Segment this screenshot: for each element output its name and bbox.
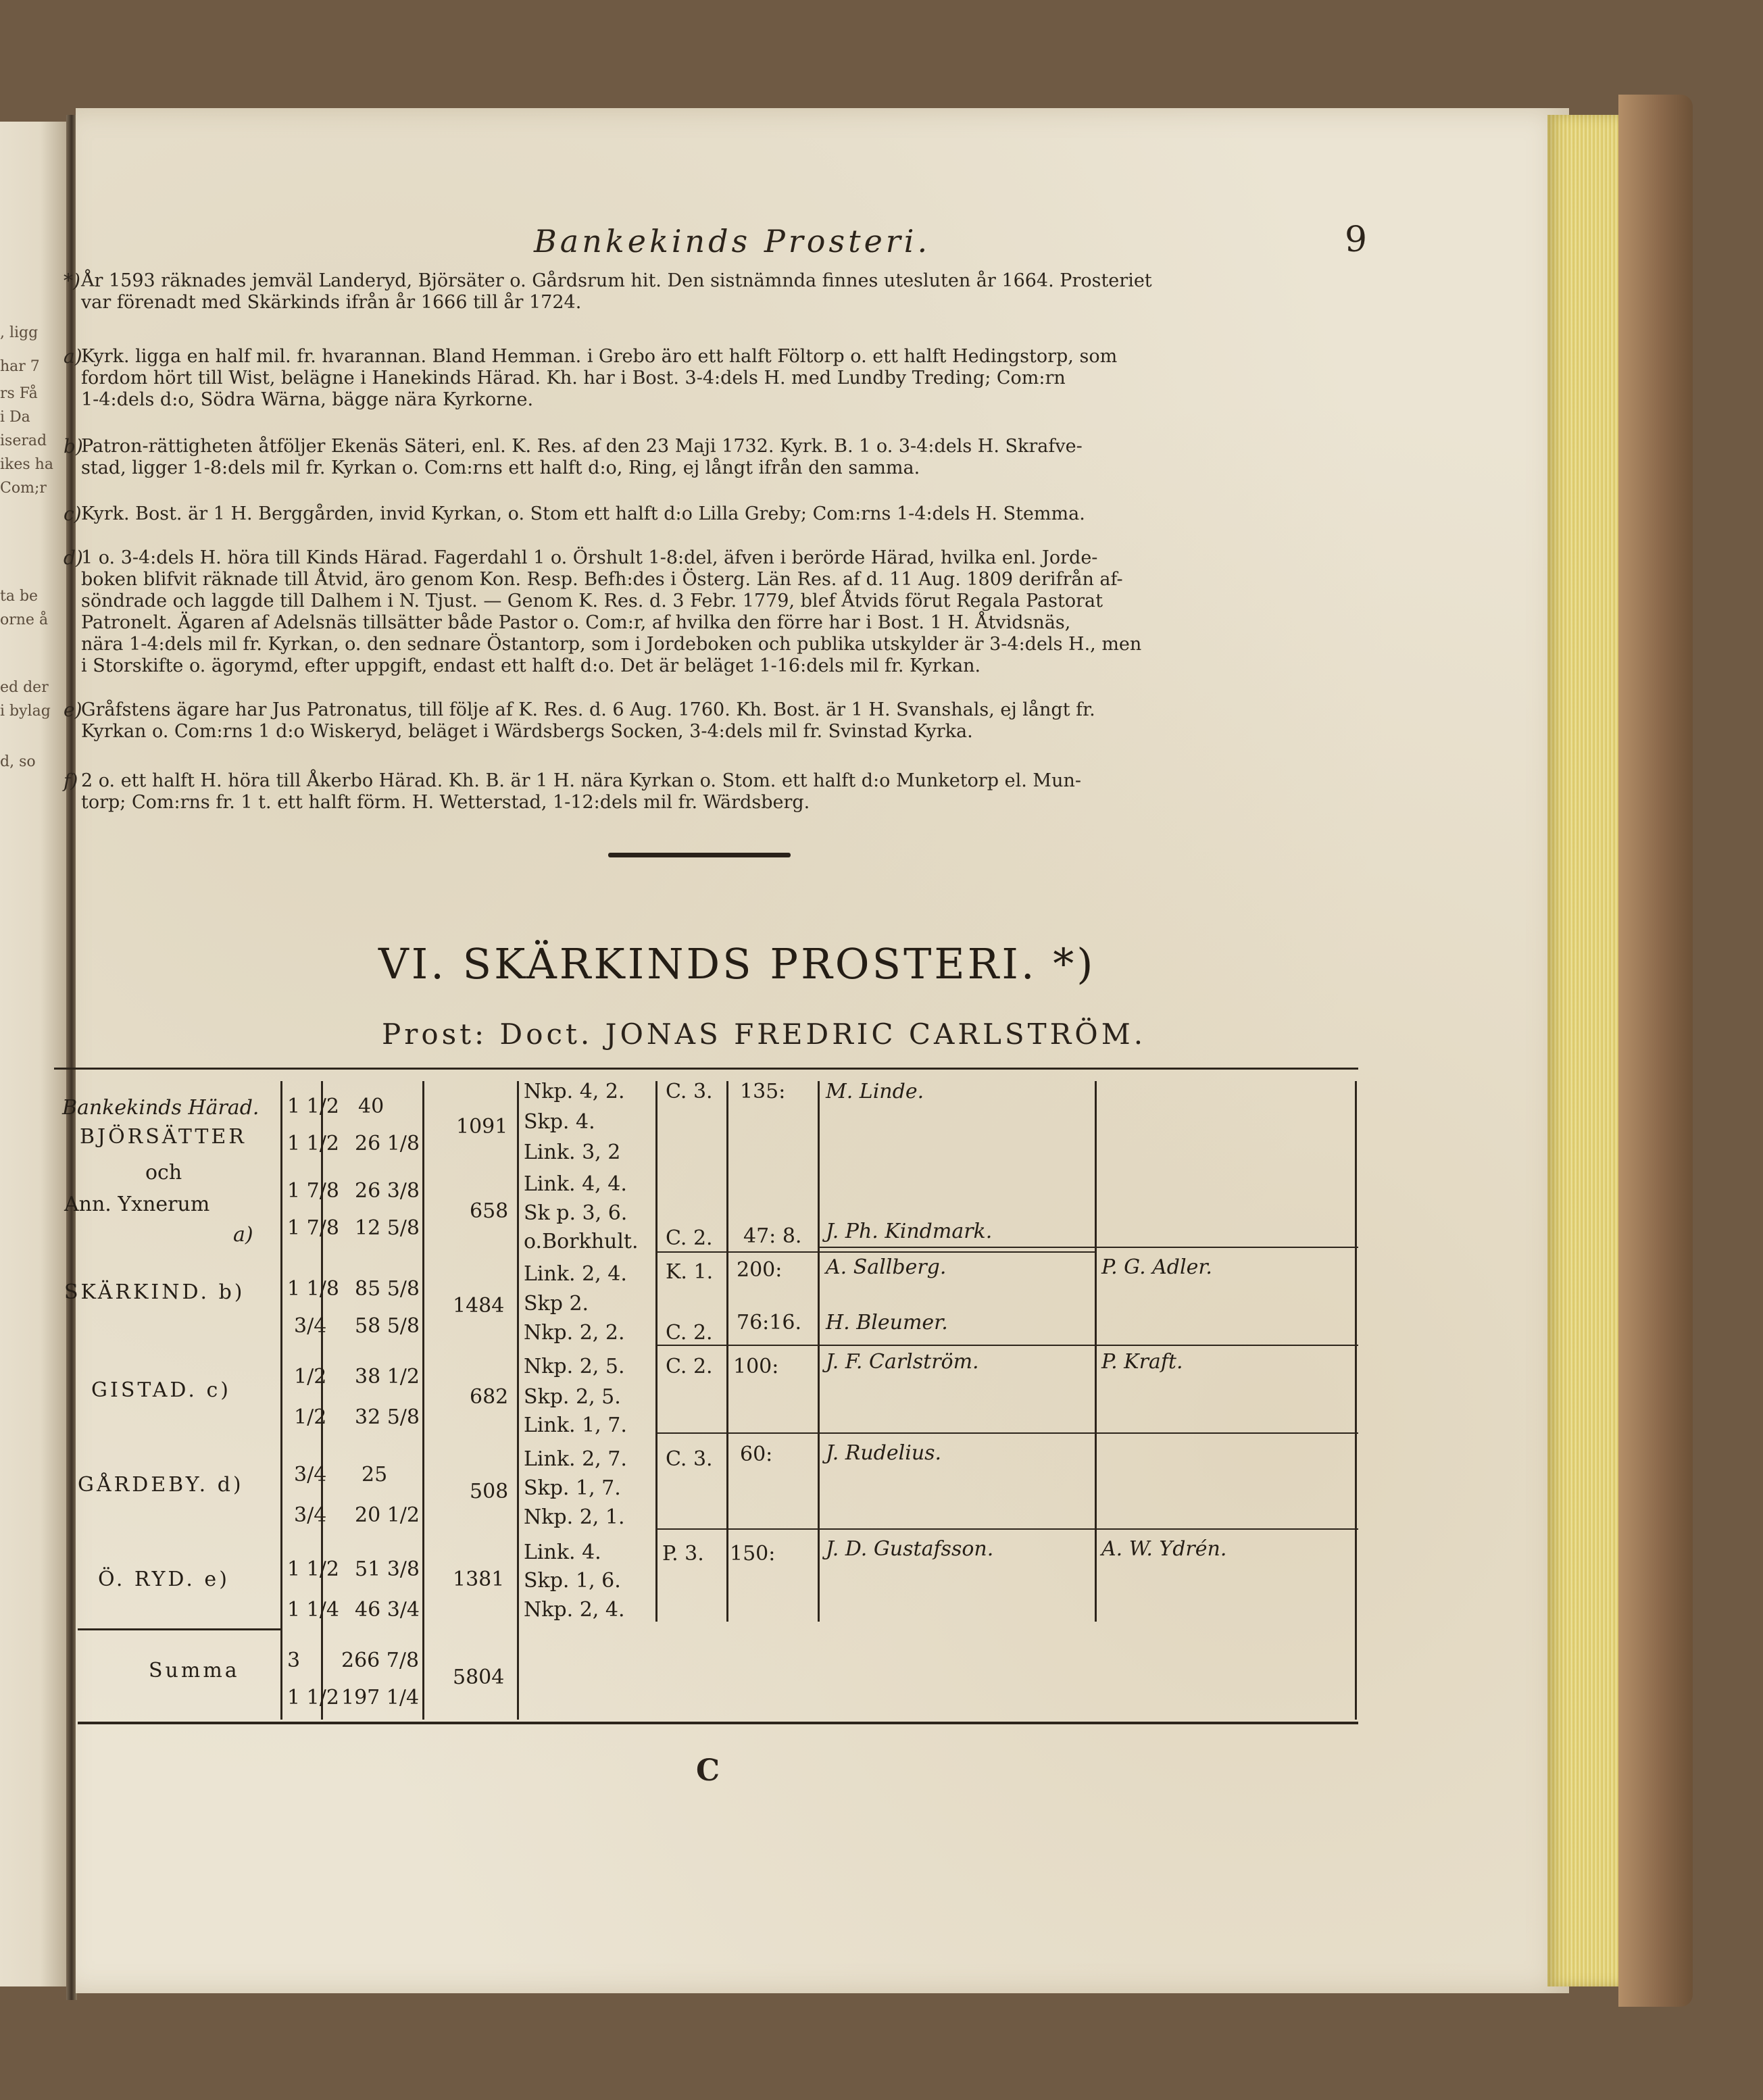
mantal-value: 26 3/8 — [355, 1179, 420, 1203]
column-rule — [655, 1081, 657, 1622]
salary-value: 150: — [730, 1542, 776, 1566]
diocese-entry: Nkp. 2, 2. — [524, 1321, 625, 1345]
salary-value: 135: — [740, 1080, 786, 1103]
footnote — [64, 547, 1365, 677]
left-page — [0, 122, 68, 1986]
population-value: 682 — [470, 1385, 509, 1409]
class-value: P. 3. — [662, 1542, 704, 1566]
population-value: 508 — [470, 1480, 509, 1503]
class-value: C. 2. — [666, 1355, 713, 1378]
signature-mark: C — [696, 1753, 720, 1788]
diocese-entry: Link. 4, 4. — [524, 1172, 627, 1196]
hemman-total: 1 1/2 — [287, 1686, 339, 1709]
parish-name: Ö. RYD. e) — [98, 1568, 230, 1591]
summa-label: Summa — [149, 1659, 240, 1682]
column-rule — [1355, 1081, 1357, 1720]
parish-name: GÅRDEBY. d) — [78, 1473, 244, 1497]
population-value: 1381 — [453, 1568, 505, 1591]
parish-name: BJÖRSÄTTER — [80, 1125, 247, 1149]
left-page-text: ed der — [0, 679, 49, 696]
hemman-count: 3/4 — [294, 1463, 327, 1486]
footnote-marker: *) — [64, 270, 80, 292]
column-rule — [422, 1081, 424, 1720]
row-rule — [655, 1251, 1095, 1253]
population-value: 658 — [470, 1199, 509, 1223]
hemman-count: 1 7/8 — [287, 1179, 339, 1203]
parish-district: Bankekinds Härad. — [62, 1096, 259, 1120]
salary-value: 100: — [733, 1355, 779, 1378]
summa-rule — [78, 1628, 280, 1630]
hemman-total: 3 — [287, 1649, 301, 1672]
footnote-marker: f) — [64, 770, 78, 792]
section-title: VI. SKÄRKINDS PROSTERI. *) — [378, 939, 1096, 989]
footnote — [64, 770, 1365, 814]
footnote-text: År 1593 räknades jemväl Landeryd, Björsäter o. Gårdsrum hit. Den sistnämnda finnes utesluten år 1664. Prosteriet var förenadt med Skärkinds ifrån år 1666 till år 1724. — [81, 270, 1152, 313]
page-fore-edge — [1547, 115, 1622, 1986]
left-page-text: har 7 — [0, 358, 40, 375]
book-cover-edge — [1618, 95, 1693, 2007]
diocese-entry: Link. 1, 7. — [524, 1414, 627, 1437]
mantal-value: 40 — [358, 1095, 384, 1118]
section-divider — [608, 853, 791, 857]
left-page-text: iserad — [0, 432, 47, 449]
table-bottom-rule — [78, 1722, 1358, 1724]
diocese-entry: Skp. 4. — [524, 1110, 595, 1134]
column-rule — [818, 1081, 820, 1622]
curate-name: A. W. Ydrén. — [1101, 1537, 1227, 1561]
left-page-text: orne å — [0, 611, 49, 628]
class-value: C. 2. — [666, 1226, 713, 1250]
diocese-entry: Skp. 1, 7. — [524, 1476, 621, 1500]
footnote — [64, 345, 1365, 411]
parish-name: Ann. Yxnerum — [64, 1193, 210, 1216]
salary-value: 200: — [737, 1258, 783, 1282]
footnote-marker: a) — [64, 345, 82, 368]
footnote-marker: d) — [64, 547, 83, 569]
footnote-marker: e) — [64, 699, 82, 721]
diocese-entry: Skp. 1, 6. — [524, 1569, 621, 1593]
mantal-value: 26 1/8 — [355, 1132, 420, 1155]
diocese-entry: Link. 2, 4. — [524, 1262, 627, 1286]
footnote — [64, 435, 1365, 479]
pastor-name: J. D. Gustafsson. — [826, 1537, 994, 1561]
column-rule — [517, 1081, 519, 1720]
salary-value: 76:16. — [737, 1311, 801, 1334]
diocese-entry: Link. 4. — [524, 1541, 601, 1564]
left-page-text: d, so — [0, 753, 36, 770]
parish-name: SKÄRKIND. b) — [64, 1280, 245, 1304]
footnote-text: Kyrk. Bost. är 1 H. Berggården, invid Kyrkan, o. Stom ett halft d:o Lilla Greby; Com:rns 1-4:dels H. Stemma. — [81, 503, 1085, 524]
left-page-text: i bylag — [0, 703, 51, 720]
footnote-text: Patron-rättigheten åtföljer Ekenäs Säteri, enl. K. Res. af den 23 Maji 1732. Kyrk. B. 1 o. 3-4:dels H. Skrafve- stad, ligger 1-8:dels mil fr. Kyrkan o. Com:rns ett halft d:o, Ring, ej långt ifrån den samma. — [81, 436, 1083, 478]
row-rule — [655, 1528, 1358, 1530]
diocese-entry: Skp 2. — [524, 1292, 589, 1316]
footnote-text: 2 o. ett halft H. höra till Åkerbo Härad. Kh. B. är 1 H. nära Kyrkan o. Stom. ett halft d:o Munketorp el. Mun- torp; Com:rns fr. 1 t. ett halft förm. H. Wetterstad, 1-12:dels mil fr. Wärdsberg. — [81, 770, 1081, 813]
mantal-value: 20 1/2 — [355, 1503, 420, 1527]
class-value: C. 3. — [666, 1080, 713, 1103]
population-value: 1484 — [453, 1294, 505, 1318]
pastor-name: J. Ph. Kindmark. — [826, 1220, 993, 1243]
diocese-entry: Nkp. 2, 5. — [524, 1355, 625, 1378]
diocese-entry: Nkp. 2, 1. — [524, 1505, 625, 1529]
hemman-count: 1 7/8 — [287, 1216, 339, 1240]
footnote-text: Gråfstens ägare har Jus Patronatus, till följe af K. Res. d. 6 Aug. 1760. Kh. Bost. är 1 H. Svanshals, ej långt fr. Kyrkan o. Com:rns 1 d:o Wiskeryd, beläget i Wärdsbergs Socken, 3-4:dels mil fr. Svinstad Kyrka. — [81, 699, 1095, 742]
mantal-value: 25 — [362, 1463, 388, 1486]
hemman-count: 3/4 — [294, 1314, 327, 1338]
section-subtitle: Prost: Doct. JONAS FREDRIC CARLSTRÖM. — [382, 1018, 1147, 1051]
mantal-value: 46 3/4 — [355, 1598, 420, 1622]
parish-note-marker: a) — [233, 1223, 253, 1247]
pastor-name: H. Bleumer. — [826, 1311, 948, 1334]
left-page-text: , ligg — [0, 324, 39, 341]
column-rule — [1095, 1081, 1097, 1622]
diocese-entry: Link. 2, 7. — [524, 1447, 627, 1471]
class-value: C. 3. — [666, 1447, 713, 1471]
hemman-count: 3/4 — [294, 1503, 327, 1527]
salary-value: 60: — [740, 1443, 773, 1466]
diocese-entry: Nkp. 4, 2. — [524, 1080, 625, 1103]
pastor-name: J. F. Carlström. — [826, 1350, 979, 1374]
footnote-text: 1 o. 3-4:dels H. höra till Kinds Härad. Fagerdahl 1 o. Örshult 1-8:del, äfven i berörde Härad, hvilka enl. Jorde- boken blifvit räknade till Åtvid, äro genom Kon. Resp. Befh:des i Österg. Län Res. af d. 11 Aug. 1809 derifrån af- söndrade och laggde till Dalhem i N. Tjust. — Genom K. Res. d. 3 Febr. 1779, blef Åtvids förut Regala Pastorat Patronelt. Ägaren af Adelsnäs tillsätter både Pastor o. Com:r, af hvilka den förre har i Bost. 1 H. Åtvidsnäs, nära 1-4:dels mil fr. Kyrkan, o. den sednare Östantorp, som i Jordeboken och publika utskylder är 3-4:dels H., men i Storskifte o. ägorymd, efter uppgift, endast ett halft d:o. Det är beläget 1-16:dels mil fr. Kyrkan. — [81, 547, 1142, 676]
curate-name: P. Kraft. — [1101, 1350, 1183, 1374]
mantal-value: 12 5/8 — [355, 1216, 420, 1240]
column-rule — [280, 1081, 282, 1720]
hemman-count: 1 1/8 — [287, 1277, 339, 1301]
row-rule — [818, 1247, 1358, 1248]
salary-value: 47: 8. — [743, 1224, 802, 1248]
footnote — [64, 699, 1365, 743]
hemman-count: 1 1/4 — [287, 1598, 339, 1622]
table-top-rule — [54, 1068, 1358, 1070]
pastor-name: M. Linde. — [826, 1080, 924, 1103]
diocese-entry: Skp. 2, 5. — [524, 1385, 621, 1409]
hemman-count: 1/2 — [294, 1365, 327, 1389]
footnote-marker: b) — [64, 435, 83, 457]
running-head: Bankekinds Prosteri. — [534, 223, 931, 259]
population-value: 1091 — [456, 1115, 508, 1139]
pastor-name: J. Rudelius. — [826, 1441, 942, 1465]
diocese-entry: Sk p. 3, 6. — [524, 1201, 628, 1225]
population-total: 5804 — [453, 1666, 505, 1689]
left-page-text: i Da — [0, 409, 30, 426]
pastor-name: A. Sallberg. — [826, 1255, 947, 1279]
footnote — [64, 270, 1365, 314]
diocese-entry: Link. 3, 2 — [524, 1141, 621, 1164]
column-rule — [726, 1081, 728, 1622]
column-rule — [321, 1081, 323, 1720]
class-value: K. 1. — [666, 1260, 714, 1284]
footnote — [64, 503, 1365, 525]
diocese-entry: o.Borkhult. — [524, 1230, 639, 1253]
left-page-text: Com;r — [0, 480, 47, 497]
footnote-marker: c) — [64, 503, 82, 525]
parish-conjunction: och — [145, 1161, 182, 1184]
left-page-text: ikes ha — [0, 456, 53, 473]
curate-name: P. G. Adler. — [1101, 1255, 1212, 1279]
mantal-value: 58 5/8 — [355, 1314, 420, 1338]
footnote-text: Kyrk. ligga en half mil. fr. hvarannan. Bland Hemman. i Grebo äro ett halft Föltorp o. ett halft Hedingstorp, som fordom hört till Wist, belägne i Hanekinds Härad. Kh. har i Bost. 3-4:dels H. med Lundby Treding; Com:rn 1-4:dels d:o, Södra Wärna, bägge nära Kyrkorne. — [81, 346, 1118, 410]
parish-name: GISTAD. c) — [91, 1378, 231, 1402]
mantal-value: 32 5/8 — [355, 1405, 420, 1429]
mantal-value: 51 3/8 — [355, 1557, 420, 1581]
mantal-value: 38 1/2 — [355, 1365, 420, 1389]
mantal-value: 85 5/8 — [355, 1277, 420, 1301]
hemman-count: 1/2 — [294, 1405, 327, 1429]
left-page-text: rs Få — [0, 385, 38, 402]
row-rule — [655, 1432, 1358, 1434]
hemman-count: 1 1/2 — [287, 1132, 339, 1155]
hemman-count: 1 1/2 — [287, 1095, 339, 1118]
left-page-text: ta be — [0, 588, 39, 605]
hemman-count: 1 1/2 — [287, 1557, 339, 1581]
page-number: 9 — [1345, 220, 1368, 260]
row-rule — [655, 1345, 1358, 1346]
mantal-total: 266 7/8 — [341, 1649, 420, 1672]
mantal-total: 197 1/4 — [341, 1686, 420, 1709]
class-value: C. 2. — [666, 1321, 713, 1345]
diocese-entry: Nkp. 2, 4. — [524, 1598, 625, 1622]
